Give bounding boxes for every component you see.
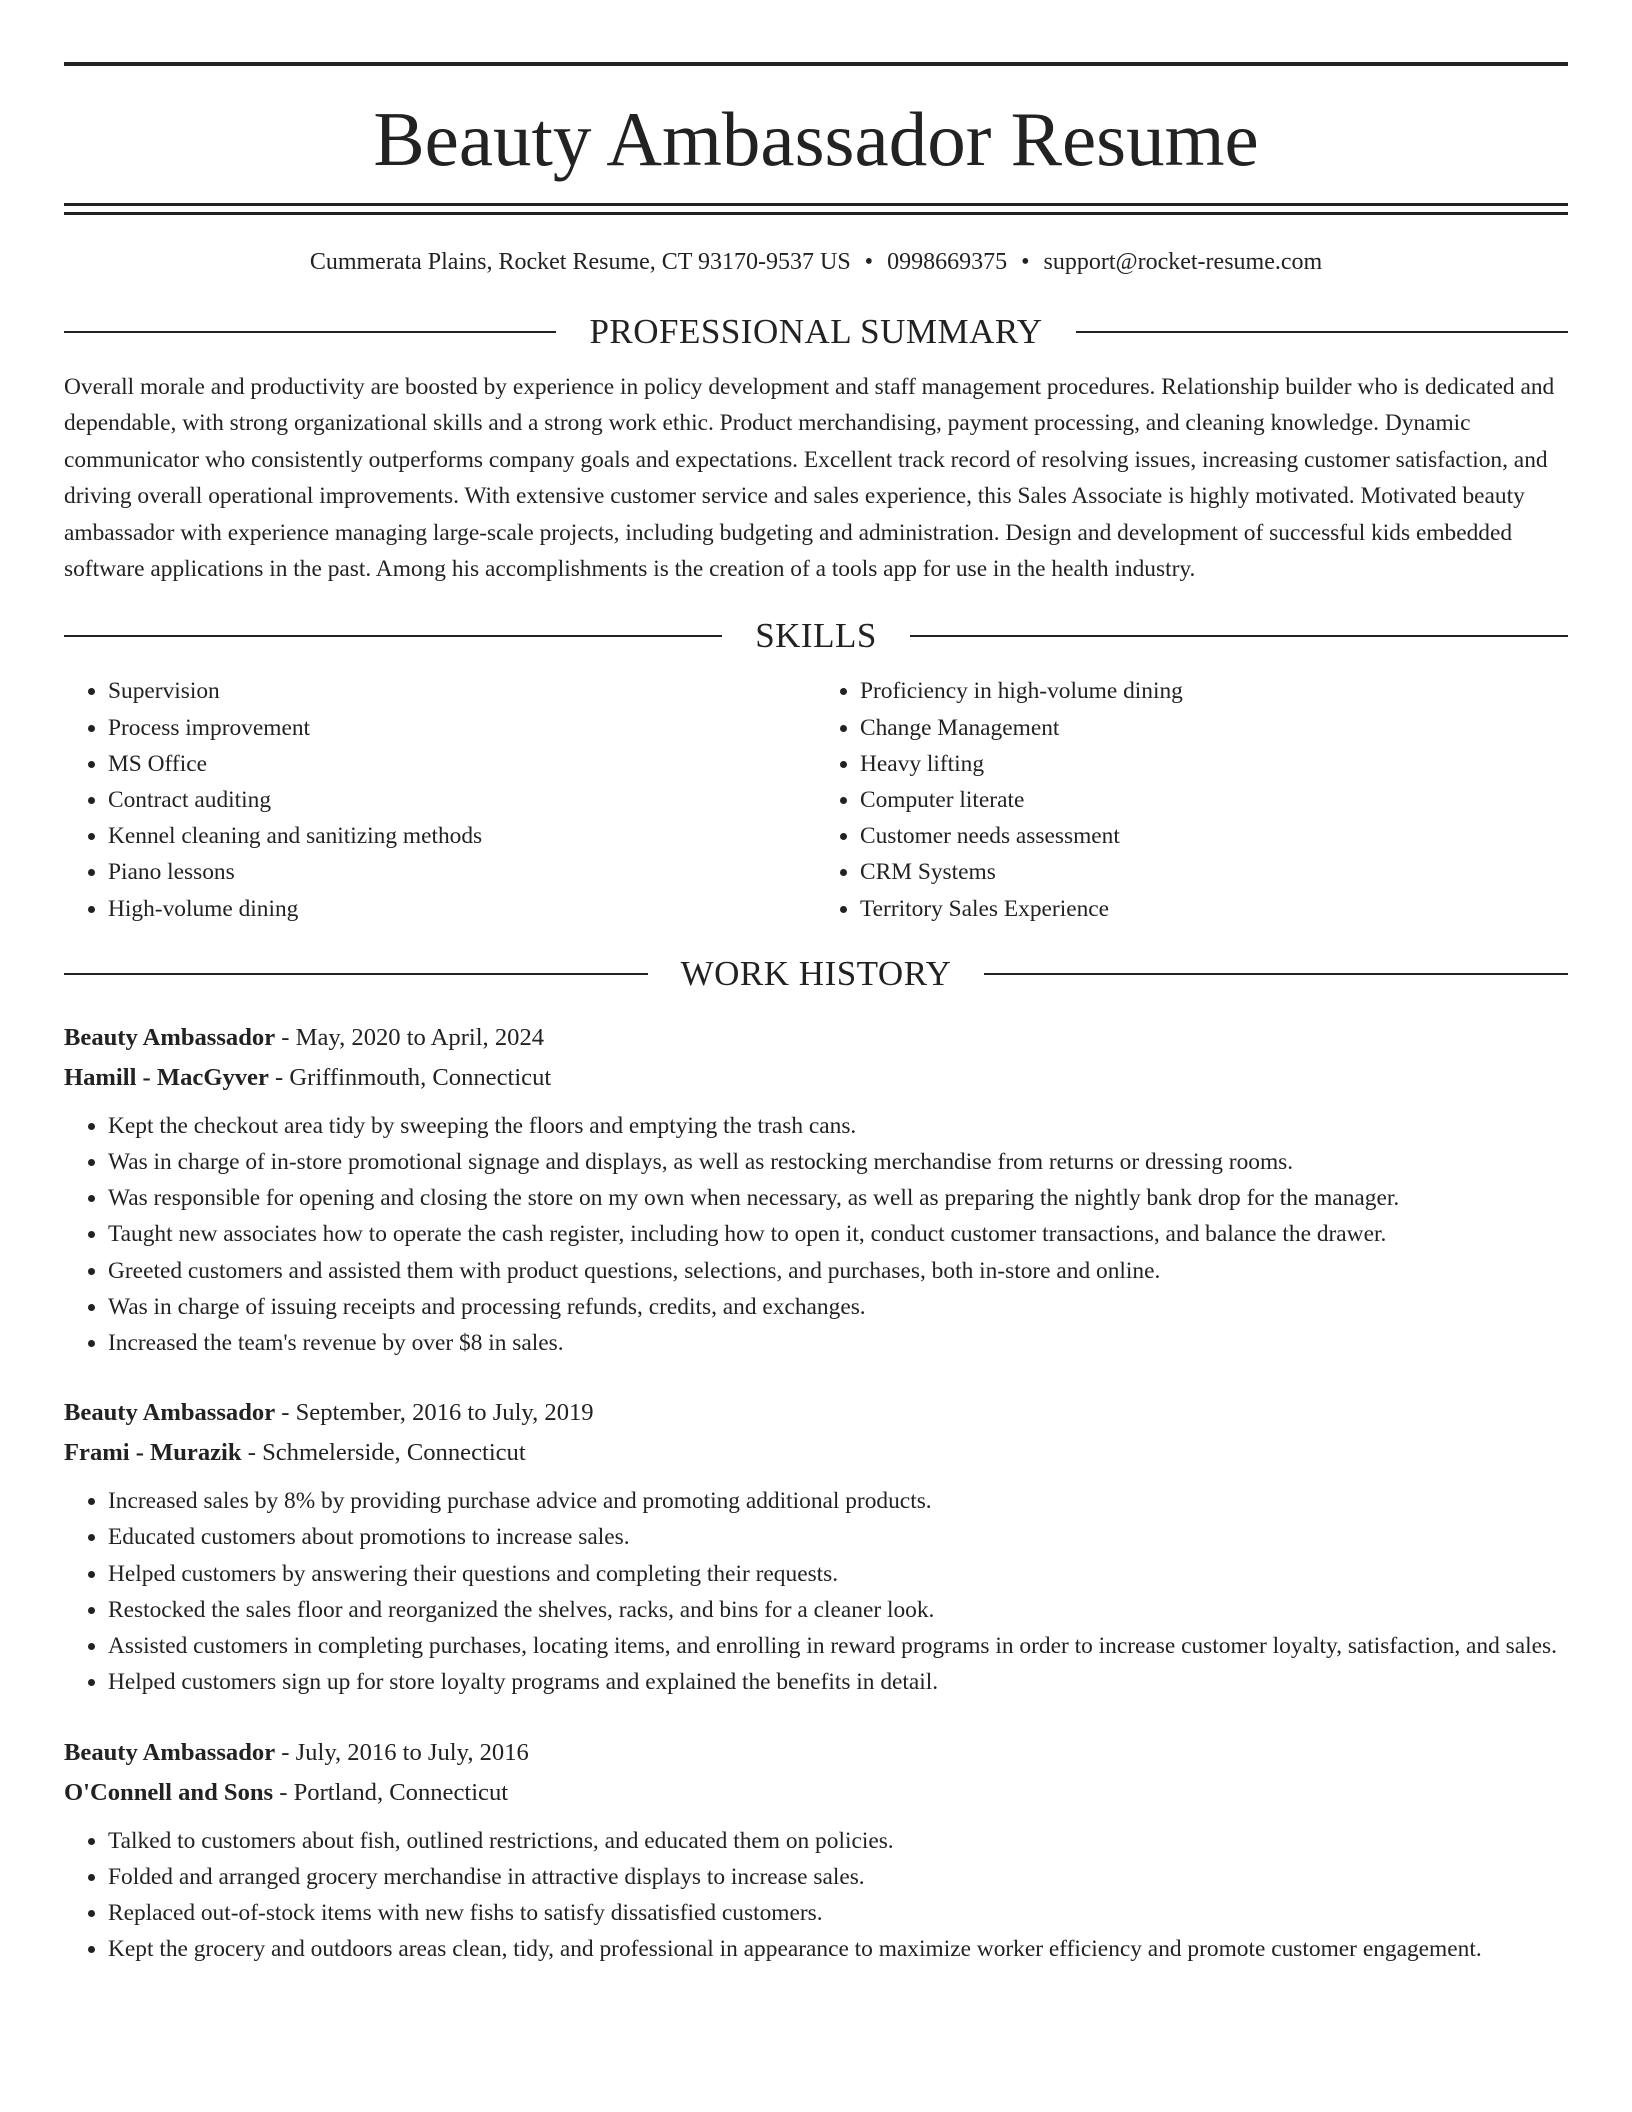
skill-item: • Contract auditing: [108, 782, 816, 818]
job-bullet: • Folded and arranged grocery merchandise in attractive displays to increase sales.: [108, 1859, 1568, 1895]
job-company-line: [64, 1773, 1568, 1813]
job-bullet: • Restocked the sales floor and reorganized the shelves, racks, and bins for a cleaner look.: [108, 1592, 1568, 1628]
skill-item: • Proficiency in high-volume dining: [860, 673, 1568, 709]
skill-item: • Territory Sales Experience: [860, 891, 1568, 927]
job-title: Beauty Ambassador: [64, 1399, 276, 1427]
section-rule-left: [64, 635, 722, 637]
resume-title: Beauty Ambassador Resume: [373, 96, 1259, 182]
job-bullets: [64, 1483, 1568, 1700]
job-company: O'Connell and Sons: [64, 1778, 274, 1806]
section-rule-left: [64, 331, 556, 333]
job-location: - Schmelerside, Connecticut: [241, 1439, 526, 1467]
skill-item: • Change Management: [860, 710, 1568, 746]
skills-heading: SKILLS: [755, 616, 877, 656]
section-rule-right: [984, 973, 1568, 975]
skill-item: • High-volume dining: [108, 891, 816, 927]
job-bullet: • Helped customers sign up for store loyalty programs and explained the benefits in detail.: [108, 1664, 1568, 1700]
summary-text: Overall morale and productivity are boosted by experience in policy development and staff management procedures. Relationship builder who is dedicated and dependable, with strong organizational skills and a strong work ethic. Product merchandising, payment processing, and cleaning knowledge. Dynamic communicator who consistently outperforms company goals and expectations. Excellent track record of resolving issues, increasing customer satisfaction, and driving overall operational improvements. With extensive customer service and sales experience, this Sales Associate is highly motivated. Motivated beauty ambassador with experience managing large-scale projects, including budgeting and administration. Design and development of successful kids embedded software applications in the past. Among his accomplishments is the creation of a tools app for use in the health industry.: [64, 374, 1555, 583]
job-bullet: • Kept the checkout area tidy by sweeping the floors and emptying the trash cans.: [108, 1108, 1568, 1144]
job-title-line: [64, 1733, 1568, 1773]
job-bullet: • Helped customers by answering their questions and completing their requests.: [108, 1556, 1568, 1592]
job-bullet: • Increased the team's revenue by over $8 in sales.: [108, 1325, 1568, 1361]
skill-item: • Supervision: [108, 673, 816, 709]
job-dates: - July, 2016 to July, 2016: [275, 1738, 529, 1766]
job-location: - Griffinmouth, Connecticut: [268, 1063, 552, 1091]
skill-item: • CRM Systems: [860, 854, 1568, 890]
work-heading: WORK HISTORY: [680, 953, 952, 993]
top-rule: [64, 62, 1568, 66]
skills-section-header: [64, 615, 1568, 657]
section-rule-right: [910, 635, 1568, 637]
job-bullet: • Talked to customers about fish, outlined restrictions, and educated them on policies.: [108, 1823, 1568, 1859]
job-dates: - September, 2016 to July, 2019: [275, 1399, 594, 1427]
job-entry: [64, 1733, 1568, 1968]
skill-item: • Heavy lifting: [860, 746, 1568, 782]
job-bullet: • Taught new associates how to operate the cash register, including how to open it, conduct customer transactions, and balance the drawer.: [108, 1216, 1568, 1252]
skills-list: [64, 673, 1568, 926]
skill-item: • Piano lessons: [108, 854, 816, 890]
contact-line: [64, 247, 1568, 277]
job-bullets: [64, 1823, 1568, 1968]
job-bullet: • Was in charge of in-store promotional signage and displays, as well as restocking merchandise from returns or dressing rooms.: [108, 1144, 1568, 1180]
job-entry: [64, 1393, 1568, 1700]
job-title: Beauty Ambassador: [64, 1023, 276, 1051]
job-bullet: • Increased sales by 8% by providing purchase advice and promoting additional products.: [108, 1483, 1568, 1519]
job-title-line: [64, 1393, 1568, 1433]
job-company-line: [64, 1433, 1568, 1473]
job-title: Beauty Ambassador: [64, 1738, 276, 1766]
job-company: Frami - Murazik: [64, 1439, 242, 1467]
contact-separator: •: [1021, 249, 1030, 275]
contact-separator: •: [864, 249, 874, 275]
job-bullet: • Educated customers about promotions to increase sales.: [108, 1519, 1568, 1555]
skills-column-left: [64, 673, 816, 926]
summary-heading: PROFESSIONAL SUMMARY: [589, 312, 1043, 351]
job-bullet: • Assisted customers in completing purchases, locating items, and enrolling in reward programs in order to increase customer loyalty, satisfaction, and sales.: [108, 1628, 1568, 1664]
section-rule-right: [1076, 331, 1568, 333]
job-dates: - May, 2020 to April, 2024: [275, 1023, 545, 1051]
job-company: Hamill - MacGyver: [64, 1063, 269, 1091]
skill-item: • Process improvement: [108, 710, 816, 746]
contact-email: support@rocket-resume.com: [1043, 249, 1323, 275]
job-company-line: [64, 1058, 1568, 1098]
skill-item: • Customer needs assessment: [860, 818, 1568, 854]
job-bullets: [64, 1108, 1568, 1361]
double-rule: [64, 203, 1568, 215]
job-title-line: [64, 1018, 1568, 1058]
skill-item: • Computer literate: [860, 782, 1568, 818]
summary-section-header: [64, 311, 1568, 353]
skill-item: • Kennel cleaning and sanitizing methods: [108, 818, 816, 854]
job-bullet: • Was responsible for opening and closing the store on my own when necessary, as well as preparing the nightly bank drop for the manager.: [108, 1180, 1568, 1216]
resume-page: [64, 0, 1568, 1967]
job-location: - Portland, Connecticut: [273, 1778, 509, 1806]
contact-phone: 0998669375: [887, 249, 1008, 275]
skills-column-right: [816, 673, 1568, 926]
work-section-header: [64, 953, 1568, 995]
job-bullet: • Greeted customers and assisted them with product questions, selections, and purchases, both in-store and online.: [108, 1253, 1568, 1289]
job-bullet: • Kept the grocery and outdoors areas clean, tidy, and professional in appearance to maximize worker efficiency and promote customer engagement.: [108, 1931, 1568, 1967]
job-bullet: • Replaced out-of-stock items with new fishs to satisfy dissatisfied customers.: [108, 1895, 1568, 1931]
job-bullet: • Was in charge of issuing receipts and processing refunds, credits, and exchanges.: [108, 1289, 1568, 1325]
section-rule-left: [64, 973, 648, 975]
job-entry: [64, 1018, 1568, 1361]
skill-item: • MS Office: [108, 746, 816, 782]
contact-address: Cummerata Plains, Rocket Resume, CT 93170-9537 US: [309, 249, 851, 275]
